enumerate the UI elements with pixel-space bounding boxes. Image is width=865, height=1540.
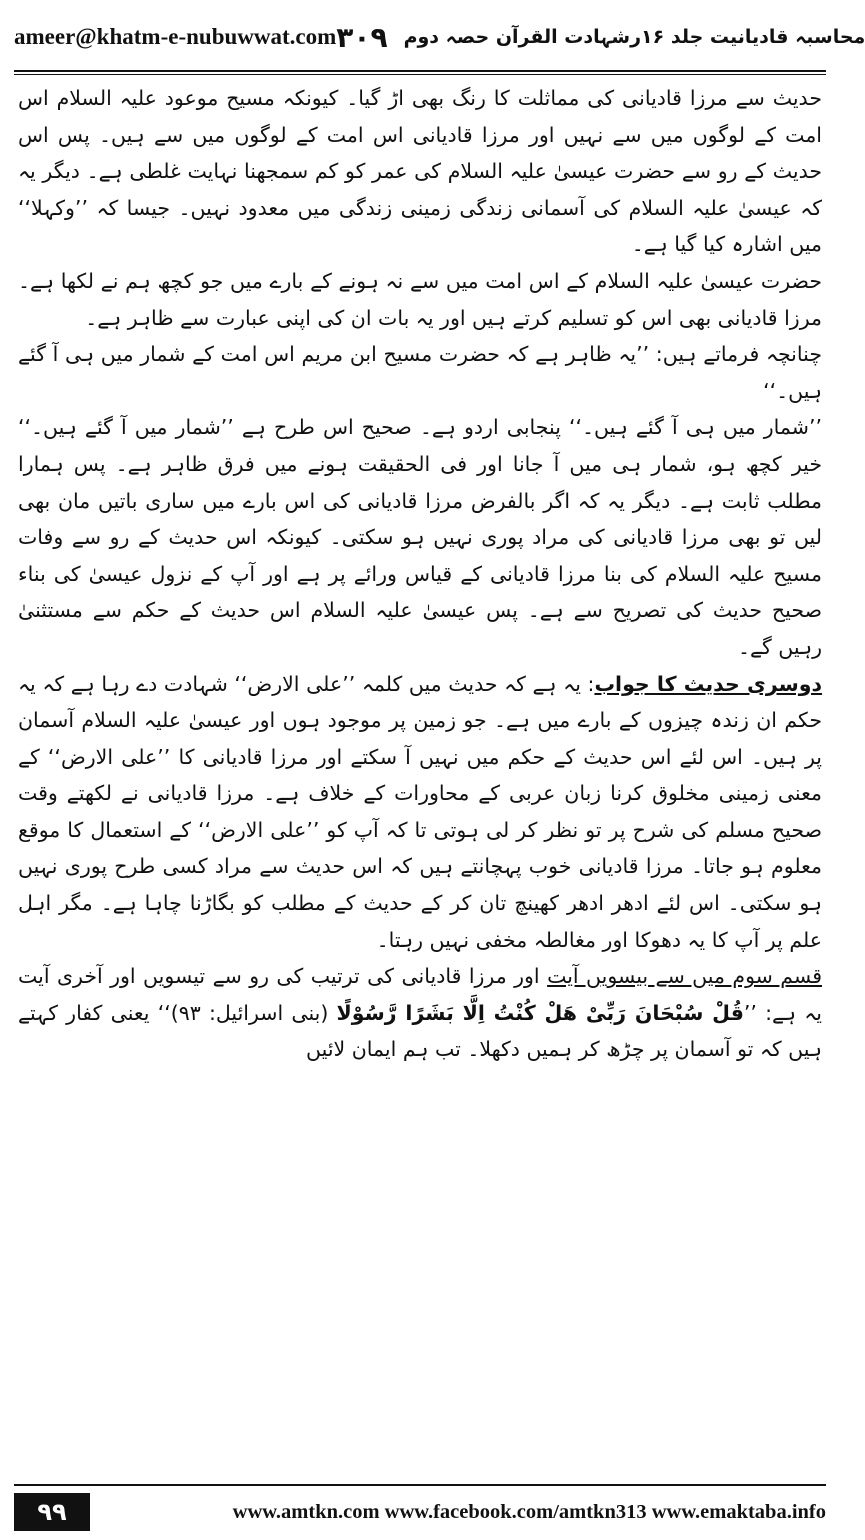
footer-links: www.amtkn.com www.facebook.com/amtkn313 www.emaktaba.info — [232, 1500, 826, 1523]
footer-rule — [14, 1484, 826, 1486]
quran-verse: قُلْ سُبْحَانَ رَبِّیْ هَلْ كُنْتُ اِلَّا بَشَرًا رَّسُوْلًا — [336, 1000, 744, 1025]
header-page-number: ۳۰۹ — [336, 20, 388, 54]
paragraph-1: حدیث سے مرزا قادیانی کی مماثلت کا رنگ بھی اڑ گیا۔ کیونکہ مسیح موعود علیہ السلام اس امت کے لوگوں میں سے نہیں اور مرزا قادیانی اس امت کے لوگوں میں سے ہیں۔ پس اس حدیث کے رو سے حضرت عیسیٰ علیہ السلام کی عمر کو کم سمجھنا نہایت غلطی ہے۔ دیگر یہ کہ عیسیٰ علیہ السلام کی آسمانی زندگی زمینی زندگی میں معدود نہیں۔ جیسا کہ ’’وکہلا‘‘ میں اشارہ کیا گیا ہے۔ — [18, 86, 822, 257]
paragraph-6 — [18, 958, 822, 1068]
page-header — [14, 6, 865, 68]
paragraph-6-text-a: اور مرزا قادیانی کی ترتیب کی رو سے تیسویں اور آخری آیت یہ ہے: ’’ — [18, 964, 822, 1025]
header-email: ameer@khatm-e-nubuwwat.com — [14, 24, 337, 49]
paragraph-6-lead: قسم سوم میں سے بیسویں آیت — [547, 964, 823, 989]
paragraph-5 — [18, 666, 822, 959]
paragraph-6-text-b: (بنی اسرائیل: ۹۳)‘‘ یعنی کفار کہتے ہیں کہ تو آسمان پر چڑھ کر ہمیں دکھلا۔ تب ہم ایمان لائیں — [18, 1000, 822, 1062]
page-body — [18, 80, 822, 1468]
header-rule-thin — [14, 74, 826, 75]
paragraph-5-text: : یہ ہے کہ حدیث میں کلمہ ’’علی الارض‘‘ شہادت دے رہا ہے کہ یہ حکم ان زندہ چیزوں کے بارے میں ہے۔ جو زمین پر موجود ہوں اور عیسیٰ علیہ السلام آسمان پر ہیں۔ اس لئے اس حدیث کے حکم میں نہیں آ سکتے اور مرزا قادیانی کا ’’علی الارض‘‘ کے معنی زمینی مخلوق کرنا زبان عربی کے محاورات کے خلاف ہے۔ مرزا قادیانی نے لکھتے وقت صحیح مسلم کی شرح پر تو نظر کر لی ہوتی تا کہ آپ کو ’’علی الارض‘‘ کے استعمال کا موقع معلوم ہو جاتا۔ مرزا قادیانی خوب پہچانتے ہیں کہ اس حدیث سے مراد کسی طرح پوری نہیں ہو سکتی۔ اس لئے ادھر ادھر کھینچ تان کر کے حدیث کے مطلب کو بگاڑنا چاہا ہے۔ مگر اہل علم پر آپ کا یہ دھوکا اور مغالطہ مخفی نہیں رہتا۔ — [18, 671, 822, 952]
header-rule — [14, 70, 826, 72]
page-footer — [14, 1490, 826, 1534]
footer-page-number: ۹۹ — [14, 1493, 90, 1531]
header-title-group — [336, 21, 865, 54]
header-book-title: محاسبہ قادیانیت جلد ۱۶رشہادت القرآن حصہ دوم — [403, 26, 865, 48]
paragraph-2: حضرت عیسیٰ علیہ السلام کے اس امت میں سے نہ ہونے کے بارے میں جو کچھ ہم نے لکھا ہے۔ مرزا قادیانی بھی اس کو تسلیم کرتے ہیں اور یہ بات ان کی اپنی عبارت سے ظاہر ہے۔ — [18, 268, 822, 330]
paragraph-4: ’’شمار میں ہی آ گئے ہیں۔‘‘ پنجابی اردو ہے۔ صحیح اس طرح ہے ’’شمار میں آ گئے ہیں۔‘‘ خیر کچھ ہو، شمار ہی میں آ جانا اور فی الحقیقت ہونے میں فرق ظاہر ہے۔ پس ہمارا مطلب ثابت ہے۔ دیگر یہ کہ اگر بالفرض مرزا قادیانی کی اس بارے میں ساری باتیں مان بھی لیں تو بھی مرزا قادیانی کی مراد پوری نہیں ہو سکتی۔ کیونکہ اس حدیث کے رو سے وفات مسیح علیہ السلام کی بنا مرزا قادیانی کے قیاس ورائے پر ہے اور آپ کے نزول عیسیٰ کی بناء صحیح حدیث کی تصریح سے ہے۔ پس عیسیٰ علیہ السلام اس حدیث کے حکم سے مستثنیٰ رہیں گے۔ — [18, 415, 822, 659]
section-heading-second-hadith: دوسری حدیث کا جواب — [594, 671, 823, 696]
paragraph-3: چنانچہ فرماتے ہیں: ’’یہ ظاہر ہے کہ حضرت مسیح ابن مریم اس امت کے شمار میں ہی آ گئے ہیں۔‘‘ — [18, 342, 822, 403]
